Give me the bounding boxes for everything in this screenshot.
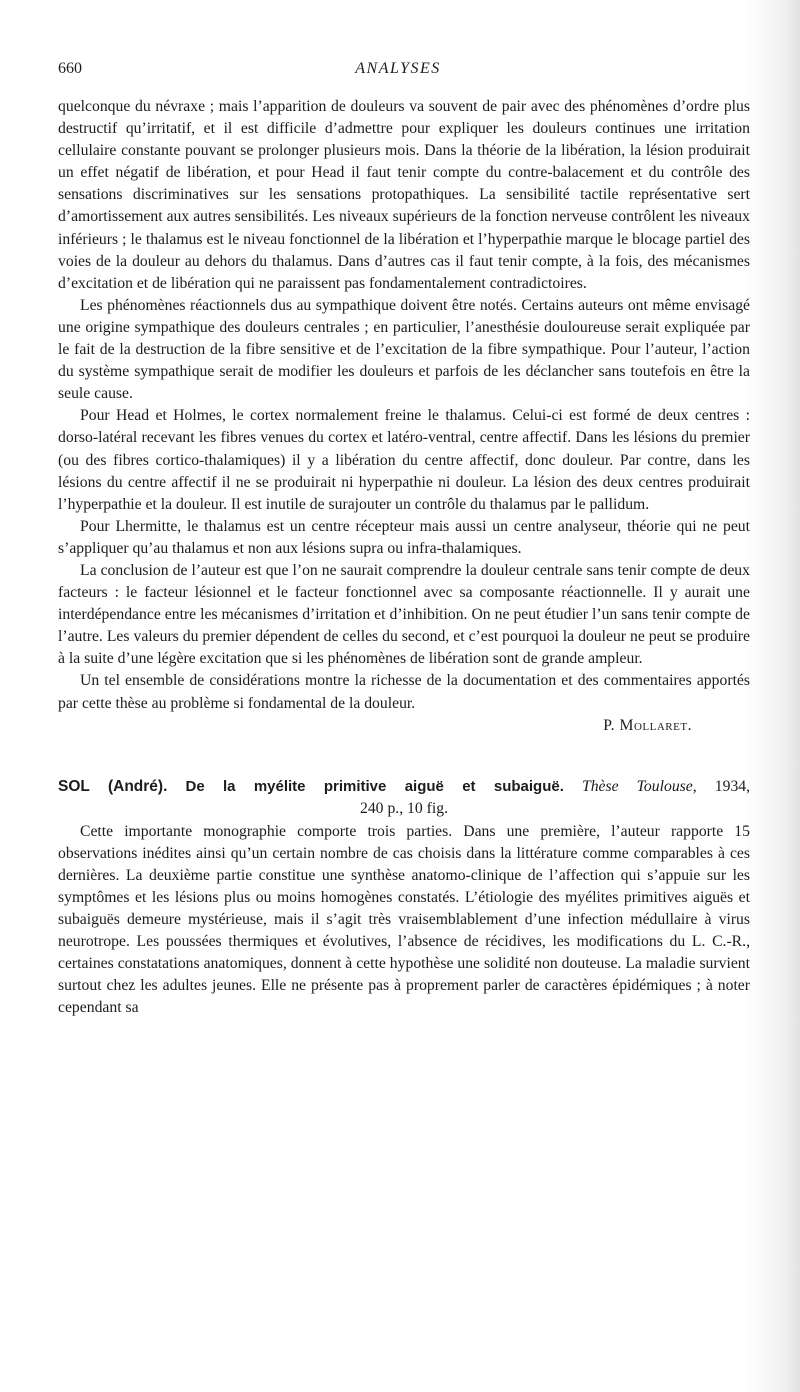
running-title: ANALYSES (355, 60, 441, 77)
review-author-firstname: (André). (107, 777, 168, 795)
review-thesis-info: Thèse Toulouse, (581, 777, 697, 795)
paragraph: Les phénomènes réactionnels dus au sympathique doivent être notés. Certains auteurs ont même envisagé une origine sympathique des douleurs centrales ; en particulier, l’anesthésie douloureuse serait expliquée par le fait de la destruction de la fibre sensitive et de l’excitation de la fibre sympathique. Pour l’auteur, l’action du système sympathique serait de modifier les douleurs et parfois de les déclancher sans toutefois en être la seule cause. (58, 296, 750, 403)
paragraph: Pour Head et Holmes, le cortex normalement freine le thalamus. Celui-ci est formé de deux centres : dorso-latéral recevant les fibres venues du cortex et latéro-ventral, centre affectif. Dans les lésions du premier (ou des fibres cortico-thalamiques) il y a libération du centre affectif, donc douleur. Par contre, dans les lésions du centre affectif il ne se produirait ni hyperpathie ni douleur. La lésion des deux centres produirait l’hyperpathie et la douleur. Il est inutile de surajouter un contrôle du thalamus par le pallidum. (58, 407, 750, 513)
page-number: 660 (58, 60, 82, 77)
review-citation (58, 776, 750, 799)
article-body (58, 96, 750, 1020)
review-work-title: De la myélite primitive aiguë et subaiguë. (185, 777, 564, 795)
page-header (58, 60, 738, 84)
paragraph: Pour Lhermitte, le thalamus est un centre récepteur mais aussi un centre analyseur, théorie qui ne peut s’appliquer qu’au thalamus et non aux lésions supra ou infra-thalamiques. (58, 517, 750, 557)
review-heading (58, 776, 750, 821)
review-details: 240 p., 10 fig. (359, 800, 449, 818)
review-author: SOL (58, 777, 90, 795)
reviewer-signature: P. Mollaret. (603, 716, 692, 734)
paragraph: quelconque du névraxe ; mais l’apparition de douleurs va souvent de pair avec des phénomènes d’ordre plus destructif qu’irritatif, et il est difficile d’admettre pour expliquer les douleurs continues une irritation cellulaire constante pouvant se prolonger plusieurs mois. Dans la théorie de la libération, la lésion produirait un effet négatif de libération, et pour Head il faut tenir compte du contre-balacement et du contrôle des sensations discriminatives sur les sensations protopathiques. La sensibilité tactile représentative sert d’amortissement aux autres sensibilités. Les niveaux supérieurs de la fonction nerveuse contrôlent les niveaux inférieurs ; le thalamus est le niveau fonctionnel de la libération et l’hyperpathie marque le blocage partiel des voies de la douleur au dehors du thalamus. Dans d’autres cas il faut tenir compte, à la fois, des mécanismes d’excitation et de libération qui ne paraissent pas fondamentalement contradictoires. (58, 98, 750, 292)
review-year: 1934, (714, 777, 751, 795)
paragraph: Un tel ensemble de considérations montre la richesse de la documentation et des commentaires apportés par cette thèse au problème si fondamental de la douleur. (58, 672, 750, 712)
paragraph: La conclusion de l’auteur est que l’on ne saurait comprendre la douleur centrale sans tenir compte de deux facteurs : le facteur lésionnel et le facteur fonctionnel avec sa composante réactionnelle. Il y aurait une interdépendance entre les mécanismes d’irritation et d’inhibition. On ne peut étudier l’un sans tenir compte de l’autre. Les valeurs du premier dépendent de celles du second, et c’est pourquoi la douleur ne peut se produire à la suite d’une légère excitation que si les phénomènes de libération sont de grande ampleur. (58, 561, 750, 668)
review-body: Cette importante monographie comporte trois parties. Dans une première, l’auteur rapporte 15 observations inédites ainsi qu’un certain nombre de cas choisis dans la littérature comme comparables à ces dernières. La deuxième partie constitue une synthèse anatomo-clinique de l’affection qui s’appuie sur les symptômes et les lésions plus ou moins homogènes constatés. L’étiologie des myélites primitives aiguës et subaiguës demeure mystérieuse, mais il s’agit très vraisemblablement d’une infection médullaire à virus neurotrope. Les poussées thermiques et évolutives, l’absence de récidives, les modifications du L. C.-R., certaines constatations anatomiques, donnent à cette hypothèse une solidité non douteuse. La maladie survient surtout chez les adultes jeunes. Elle ne présente pas à proprement parler de caractères épidémiques ; à noter cependant sa (58, 822, 750, 1017)
